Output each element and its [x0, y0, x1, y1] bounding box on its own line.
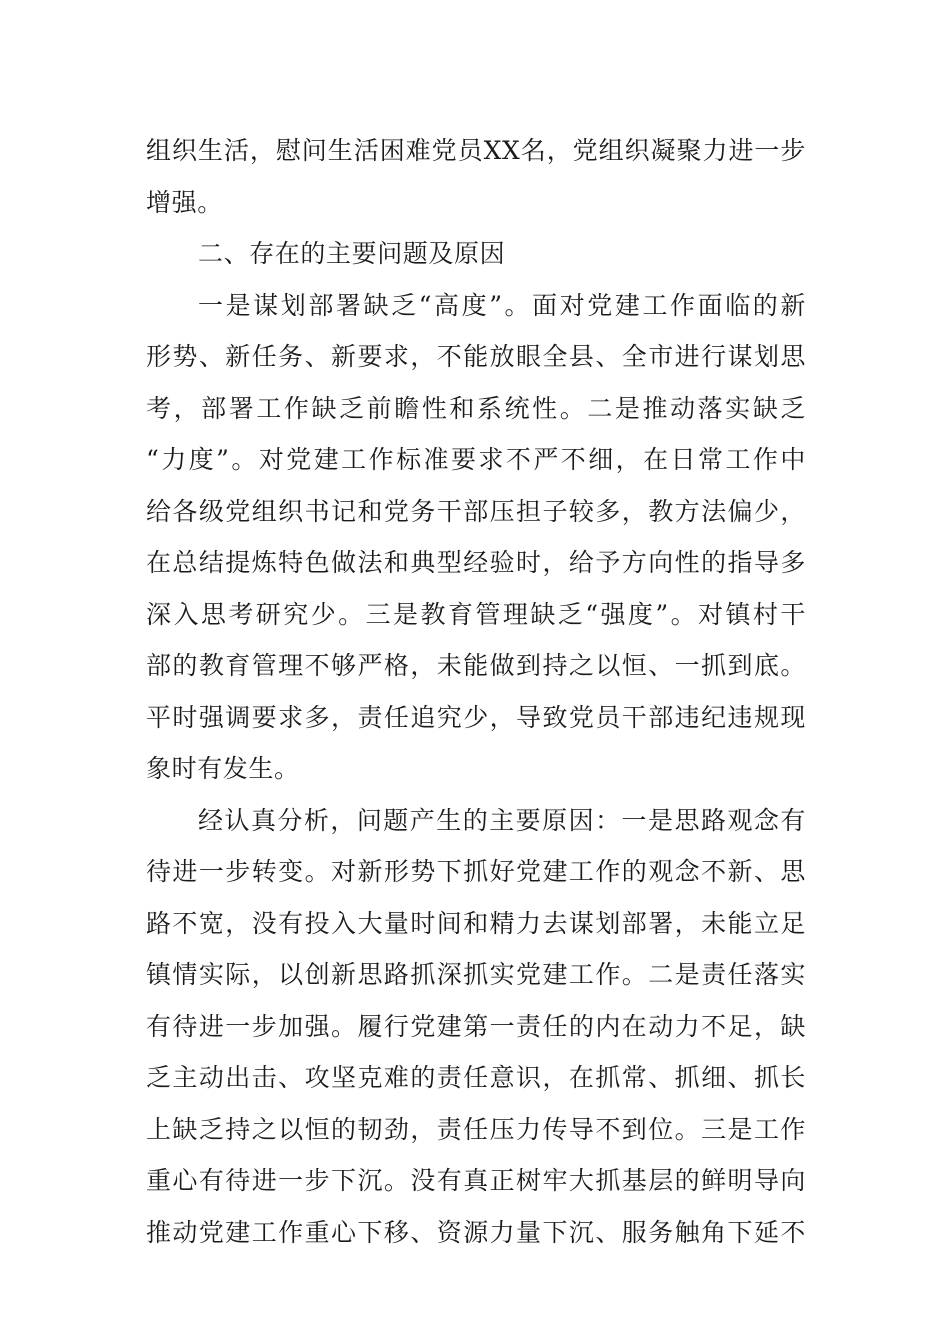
text-line: 镇情实际，以创新思路抓深抓实党建工作。二是责任落实: [146, 960, 806, 989]
text-line: 在总结提炼特色做法和典型经验时，给予方向性的指导多: [146, 548, 806, 577]
text-line: “力度”。对党建工作标准要求不严不细，在日常工作中: [146, 445, 806, 474]
text-line: 考，部署工作缺乏前瞻性和系统性。二是推动落实缺乏: [146, 393, 806, 423]
text-line: 路不宽，没有投入大量时间和精力去谋划部署，未能立足: [146, 908, 806, 938]
text-line: 组织生活，慰问生活困难党员XX名，党组织凝聚力进一步: [146, 136, 806, 165]
text-line: 一是谋划部署缺乏“高度”。面对党建工作面临的新: [198, 290, 806, 320]
text-line: 有待进一步加强。履行党建第一责任的内在动力不足，缺: [146, 1011, 806, 1041]
text-line: 平时强调要求多，责任追究少，导致党员干部违纪违规现: [146, 702, 806, 732]
text-line: 形势、新任务、新要求，不能放眼全县、全市进行谋划思: [146, 342, 806, 371]
text-line: 深入思考研究少。三是教育管理缺乏“强度”。对镇村干: [146, 599, 806, 629]
document-body-text: [146, 125, 806, 1258]
text-line: 部的教育管理不够严格，未能做到持之以恒、一抓到底。: [146, 651, 806, 680]
text-line: 重心有待进一步下沉。没有真正树牢大抓基层的鲜明导向: [146, 1166, 806, 1195]
text-line: 乏主动出击、攻坚克难的责任意识，在抓常、抓细、抓长: [146, 1063, 806, 1092]
text-line: 推动党建工作重心下移、资源力量下沉、服务触角下延不: [146, 1217, 806, 1247]
text-line: 增强。: [146, 187, 223, 217]
text-line: 象时有发生。: [146, 754, 300, 783]
text-line: 待进一步转变。对新形势下抓好党建工作的观念不新、思: [146, 857, 806, 886]
text-line: 经认真分析，问题产生的主要原因：一是思路观念有: [198, 805, 806, 835]
text-line: 给各级党组织书记和党务干部压担子较多，教方法偏少，: [146, 496, 806, 526]
section-heading: 二、存在的主要问题及原因: [198, 239, 506, 268]
text-line: 上缺乏持之以恒的韧劲，责任压力传导不到位。三是工作: [146, 1114, 806, 1144]
